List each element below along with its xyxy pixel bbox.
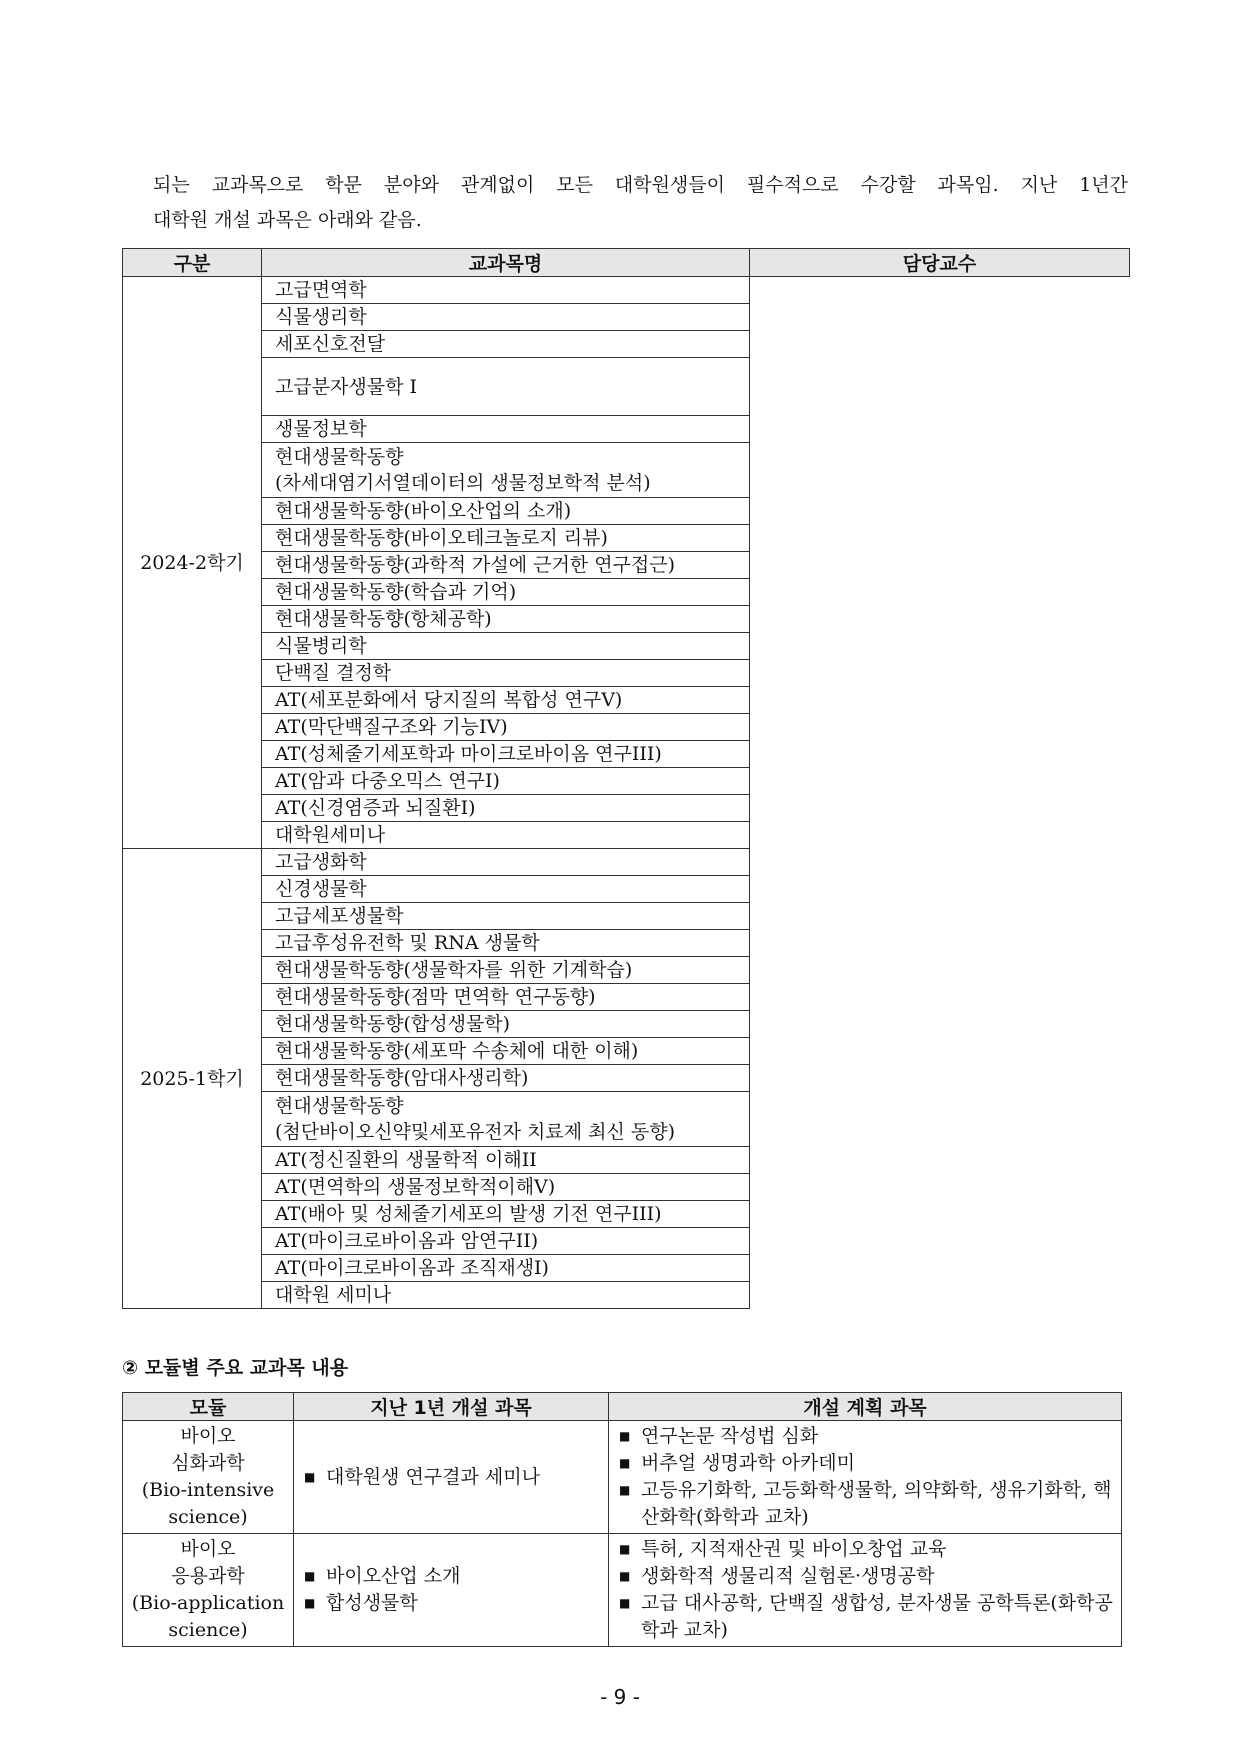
course-line: (차세대염기서열데이터의 생물정보학적 분석) <box>275 472 651 494</box>
course-cell: AT(세포분화에서 당지질의 복합성 연구V) <box>262 687 750 714</box>
bullet-icon: ■ <box>304 1569 316 1583</box>
course-cell: AT(신경염증과 뇌질환I) <box>262 795 750 822</box>
course-cell: 현대생물학동향(바이오산업의 소개) <box>262 498 750 525</box>
course-cell: 생물정보학 <box>262 416 750 443</box>
planned-courses-cell <box>609 1534 1122 1647</box>
list-item-text: 합성생물학 <box>326 1592 418 1614</box>
module-table <box>122 1392 1122 1647</box>
list-item <box>300 1563 602 1590</box>
course-cell: 현대생물학동향(세포막 수송체에 대한 이해) <box>262 1038 750 1065</box>
course-line: (첨단바이오신약및세포유전자 치료제 최신 동향) <box>275 1121 676 1143</box>
course-cell: 고급생화학 <box>262 849 750 876</box>
past-courses-list <box>300 1464 602 1491</box>
past-courses-cell <box>294 1421 609 1534</box>
header-past-courses: 지난 1년 개설 과목 <box>294 1393 609 1421</box>
intro-line-1: 되는 교과목으로 학문 분야와 관계없이 모든 대학원생들이 필수적으로 수강할 과목임. 지난 1년간 <box>153 174 1128 196</box>
module-line: 심화과학 <box>171 1452 245 1474</box>
header-professor: 담당교수 <box>750 249 1130 277</box>
course-cell: AT(배아 및 성체줄기세포의 발생 기전 연구III) <box>262 1201 750 1228</box>
header-semester: 구분 <box>123 249 262 277</box>
professor-cell <box>750 277 1130 1309</box>
course-cell: AT(마이크로바이옴과 조직재생I) <box>262 1255 750 1282</box>
bullet-icon: ■ <box>619 1483 631 1497</box>
list-item <box>300 1464 602 1491</box>
table-row <box>123 1534 1122 1647</box>
header-module: 모듈 <box>123 1393 294 1421</box>
course-cell: AT(성체줄기세포학과 마이크로바이옴 연구III) <box>262 741 750 768</box>
list-item-text: 생화학적 생물리적 실험론·생명공학 <box>641 1565 935 1587</box>
bullet-icon: ■ <box>619 1542 631 1556</box>
bullet-icon: ■ <box>304 1469 316 1484</box>
intro-line-2: 대학원 개설 과목은 아래와 같음. <box>153 209 422 231</box>
course-cell: 현대생물학동향(바이오테크놀로지 리뷰) <box>262 525 750 552</box>
list-item-text: 대학원생 연구결과 세미나 <box>326 1465 540 1488</box>
course-cell: AT(면역학의 생물정보학적이해V) <box>262 1174 750 1201</box>
section-heading: ② 모듈별 주요 교과목 내용 <box>122 1357 349 1379</box>
module-cell <box>123 1421 294 1534</box>
semester-cell: 2025-1학기 <box>123 849 262 1309</box>
course-table <box>122 248 1130 1309</box>
course-cell: 현대생물학동향(생물학자를 위한 기계학습) <box>262 957 750 984</box>
list-item <box>615 1590 1115 1644</box>
past-courses-list <box>300 1563 602 1617</box>
bullet-icon: ■ <box>619 1456 631 1470</box>
course-cell: 신경생물학 <box>262 876 750 903</box>
module-line: science) <box>168 1506 248 1528</box>
module-line: (Bio-intensive <box>141 1479 275 1501</box>
course-line: 현대생물학동향 <box>275 446 404 468</box>
table-row <box>123 1421 1122 1534</box>
list-item <box>615 1477 1115 1531</box>
course-cell: 대학원세미나 <box>262 822 750 849</box>
course-cell: 대학원 세미나 <box>262 1282 750 1309</box>
course-cell: 현대생물학동향(항체공학) <box>262 606 750 633</box>
module-line: (Bio-application <box>131 1592 285 1614</box>
course-cell: AT(막단백질구조와 기능IV) <box>262 714 750 741</box>
module-line: science) <box>168 1619 248 1641</box>
list-item <box>615 1563 1115 1590</box>
course-cell: 현대생물학동향(점막 면역학 연구동향) <box>262 984 750 1011</box>
list-item <box>300 1590 602 1617</box>
course-cell: 현대생물학동향(암대사생리학) <box>262 1065 750 1092</box>
header-course: 교과목명 <box>262 249 750 277</box>
course-line: 현대생물학동향 <box>275 1095 404 1117</box>
course-cell: 세포신호전달 <box>262 331 750 358</box>
bullet-icon: ■ <box>304 1596 316 1610</box>
list-item-text: 연구논문 작성법 심화 <box>641 1425 819 1447</box>
course-cell: 고급면역학 <box>262 277 750 304</box>
course-cell: AT(암과 다중오믹스 연구I) <box>262 768 750 795</box>
page-number: - 9 - <box>600 1685 640 1709</box>
planned-courses-list <box>615 1536 1115 1644</box>
list-item-text: 바이오산업 소개 <box>326 1565 461 1587</box>
course-cell: AT(마이크로바이옴과 암연구II) <box>262 1228 750 1255</box>
bullet-icon: ■ <box>619 1569 631 1583</box>
course-cell: 고급세포생물학 <box>262 903 750 930</box>
list-item <box>615 1536 1115 1563</box>
header-planned-courses: 개설 계획 과목 <box>609 1393 1122 1421</box>
course-cell <box>262 443 750 498</box>
course-cell <box>262 1092 750 1147</box>
module-line: 바이오 <box>180 1425 236 1447</box>
list-item <box>615 1450 1115 1477</box>
course-cell: 식물병리학 <box>262 633 750 660</box>
planned-courses-cell <box>609 1421 1122 1534</box>
course-cell: 현대생물학동향(합성생물학) <box>262 1011 750 1038</box>
list-item-text: 버추얼 생명과학 아카데미 <box>641 1452 855 1474</box>
list-item-text: 특허, 지적재산권 및 바이오창업 교육 <box>641 1538 947 1560</box>
module-table-header <box>123 1393 1122 1421</box>
past-courses-cell <box>294 1534 609 1647</box>
module-cell <box>123 1534 294 1647</box>
list-item-text: 고급 대사공학, 단백질 생합성, 분자생물 공학특론(화학공학과 교차) <box>641 1592 1113 1641</box>
course-cell: AT(정신질환의 생물학적 이해II <box>262 1147 750 1174</box>
table-row <box>123 277 1130 304</box>
course-cell: 고급분자생물학 Ⅰ <box>262 358 750 416</box>
module-line: 바이오 <box>180 1538 236 1560</box>
course-cell: 단백질 결정학 <box>262 660 750 687</box>
intro-paragraph <box>153 168 1128 238</box>
module-line: 응용과학 <box>171 1565 245 1587</box>
course-cell: 고급후성유전학 및 RNA 생물학 <box>262 930 750 957</box>
list-item <box>615 1423 1115 1450</box>
course-cell: 식물생리학 <box>262 304 750 331</box>
bullet-icon: ■ <box>619 1596 631 1610</box>
planned-courses-list <box>615 1423 1115 1531</box>
semester-cell: 2024-2학기 <box>123 277 262 849</box>
bullet-icon: ■ <box>619 1429 631 1443</box>
course-table-header <box>123 249 1130 277</box>
course-cell: 현대생물학동향(과학적 가설에 근거한 연구접근) <box>262 552 750 579</box>
list-item-text: 고등유기화학, 고등화학생물학, 의약화학, 생유기화학, 핵산화학(화학과 교차) <box>641 1479 1112 1528</box>
course-cell: 현대생물학동향(학습과 기억) <box>262 579 750 606</box>
